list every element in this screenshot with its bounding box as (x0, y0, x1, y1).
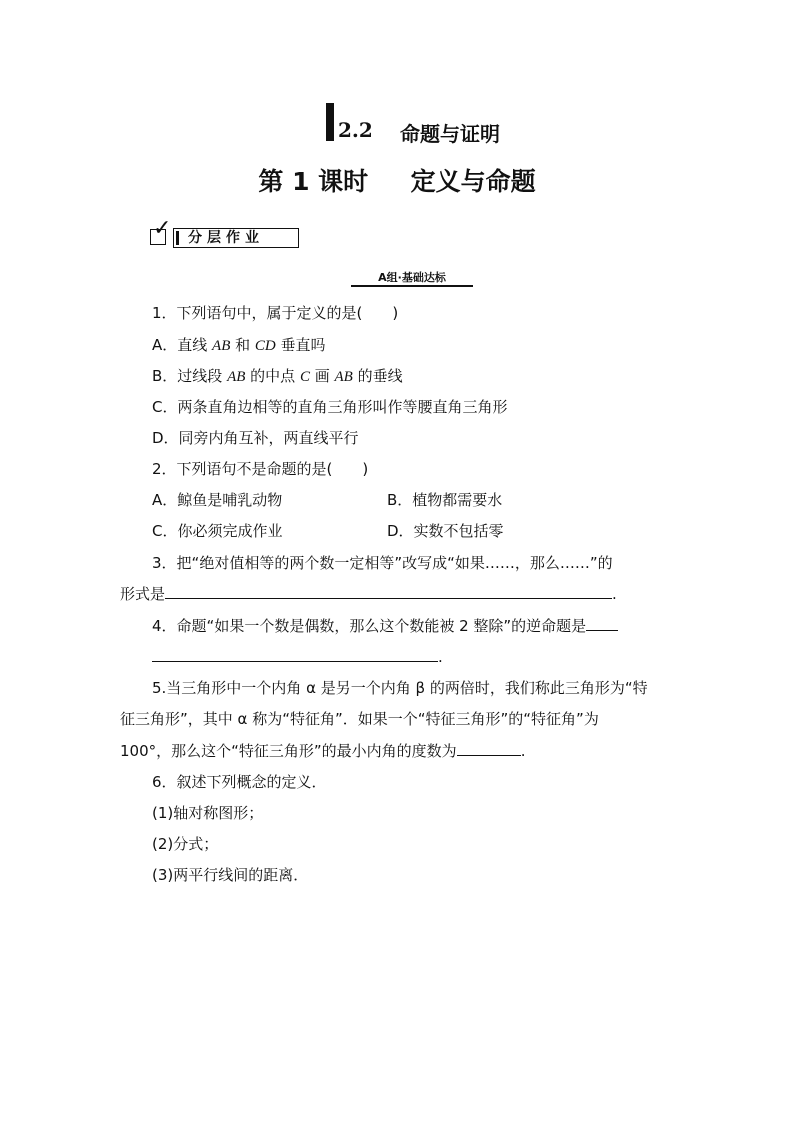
q2-option-c: C．你必须完成作业 (152, 522, 283, 540)
lesson-topic: 定义与命题 (410, 167, 536, 196)
q2-option-d: D．实数不包括零 (387, 522, 504, 540)
q1-option-b (152, 366, 403, 387)
q5-answer-blank[interactable] (457, 741, 521, 756)
q6-item-2: (2)分式； (152, 835, 219, 853)
q1-b-mid1: 的中点 (245, 367, 300, 385)
q4-line2 (152, 647, 443, 667)
q6-stem: 6．叙述下列概念的定义． (152, 773, 327, 791)
section-title: 命题与证明 (400, 122, 500, 146)
section-number: 2.2 (338, 118, 373, 142)
q5-line1: 5.当三角形中一个内角 α 是另一个内角 β 的两倍时，我们称此三角形为“特 (152, 679, 648, 697)
q1-option-d: D．同旁内角互补，两直线平行 (152, 429, 359, 447)
q5-period: . (520, 742, 526, 760)
q1-a-suffix: 垂直吗 (275, 336, 326, 354)
q1-a-mid: 和 (230, 336, 255, 354)
lesson-title (0, 162, 794, 198)
q1-b-suffix: 的垂线 (352, 367, 403, 385)
q6-item-3: (3)两平行线间的距离． (152, 866, 309, 884)
checkmark-icon: ✓ (153, 216, 172, 241)
q4-line1 (152, 616, 618, 636)
q1-a-var2: CD (254, 338, 276, 354)
section-marker-bar (326, 103, 334, 141)
q3-line1: 3．把“绝对值相等的两个数一定相等”改写成“如果……，那么……”的 (152, 554, 613, 572)
q1-option-c: C．两条直角边相等的直角三角形叫作等腰直角三角形 (152, 398, 508, 416)
q4-answer-blank-1[interactable] (586, 616, 618, 631)
q1-stem: 1．下列语句中，属于定义的是( ) (152, 304, 399, 322)
q1-b-var3: AB (334, 369, 353, 385)
q1-a-text: A．直线 (152, 336, 213, 354)
q5-line2: 征三角形”，其中 α 称为“特征角”．如果一个“特征三角形”的“特征角”为 (120, 710, 599, 728)
q1-b-var2: C (299, 369, 310, 385)
q1-b-var1: AB (227, 369, 246, 385)
label-marker-bar (176, 231, 179, 245)
q2-option-a: A．鲸鱼是哺乳动物 (152, 491, 283, 509)
lesson-number: 第 1 课时 (258, 167, 369, 196)
q4-text: 4．命题“如果一个数是偶数，那么这个数能被 2 整除”的逆命题是 (152, 617, 587, 635)
homework-label-box (173, 228, 299, 248)
homework-label: 分层作业 (188, 230, 264, 246)
q5-prefix: 100°，那么这个“特征三角形”的最小内角的度数为 (120, 742, 457, 760)
q4-period: . (438, 648, 443, 666)
q3-period: . (612, 585, 617, 603)
group-label-underline (351, 285, 473, 287)
q2-stem: 2．下列语句不是命题的是( ) (152, 460, 369, 478)
q3-answer-blank[interactable] (165, 584, 612, 599)
q1-b-mid2: 画 (309, 367, 335, 385)
group-label: A组·基础达标 (378, 271, 446, 284)
q1-b-text: B．过线段 (152, 367, 228, 385)
q5-line3 (120, 741, 525, 761)
q3-prefix: 形式是 (120, 585, 166, 603)
q1-option-a (152, 335, 326, 356)
q6-item-1: (1)轴对称图形； (152, 804, 264, 822)
q4-answer-blank-2[interactable] (152, 647, 438, 662)
q3-line2 (120, 584, 617, 604)
q1-a-var1: AB (212, 338, 231, 354)
q2-option-b: B．植物都需要水 (387, 491, 503, 509)
